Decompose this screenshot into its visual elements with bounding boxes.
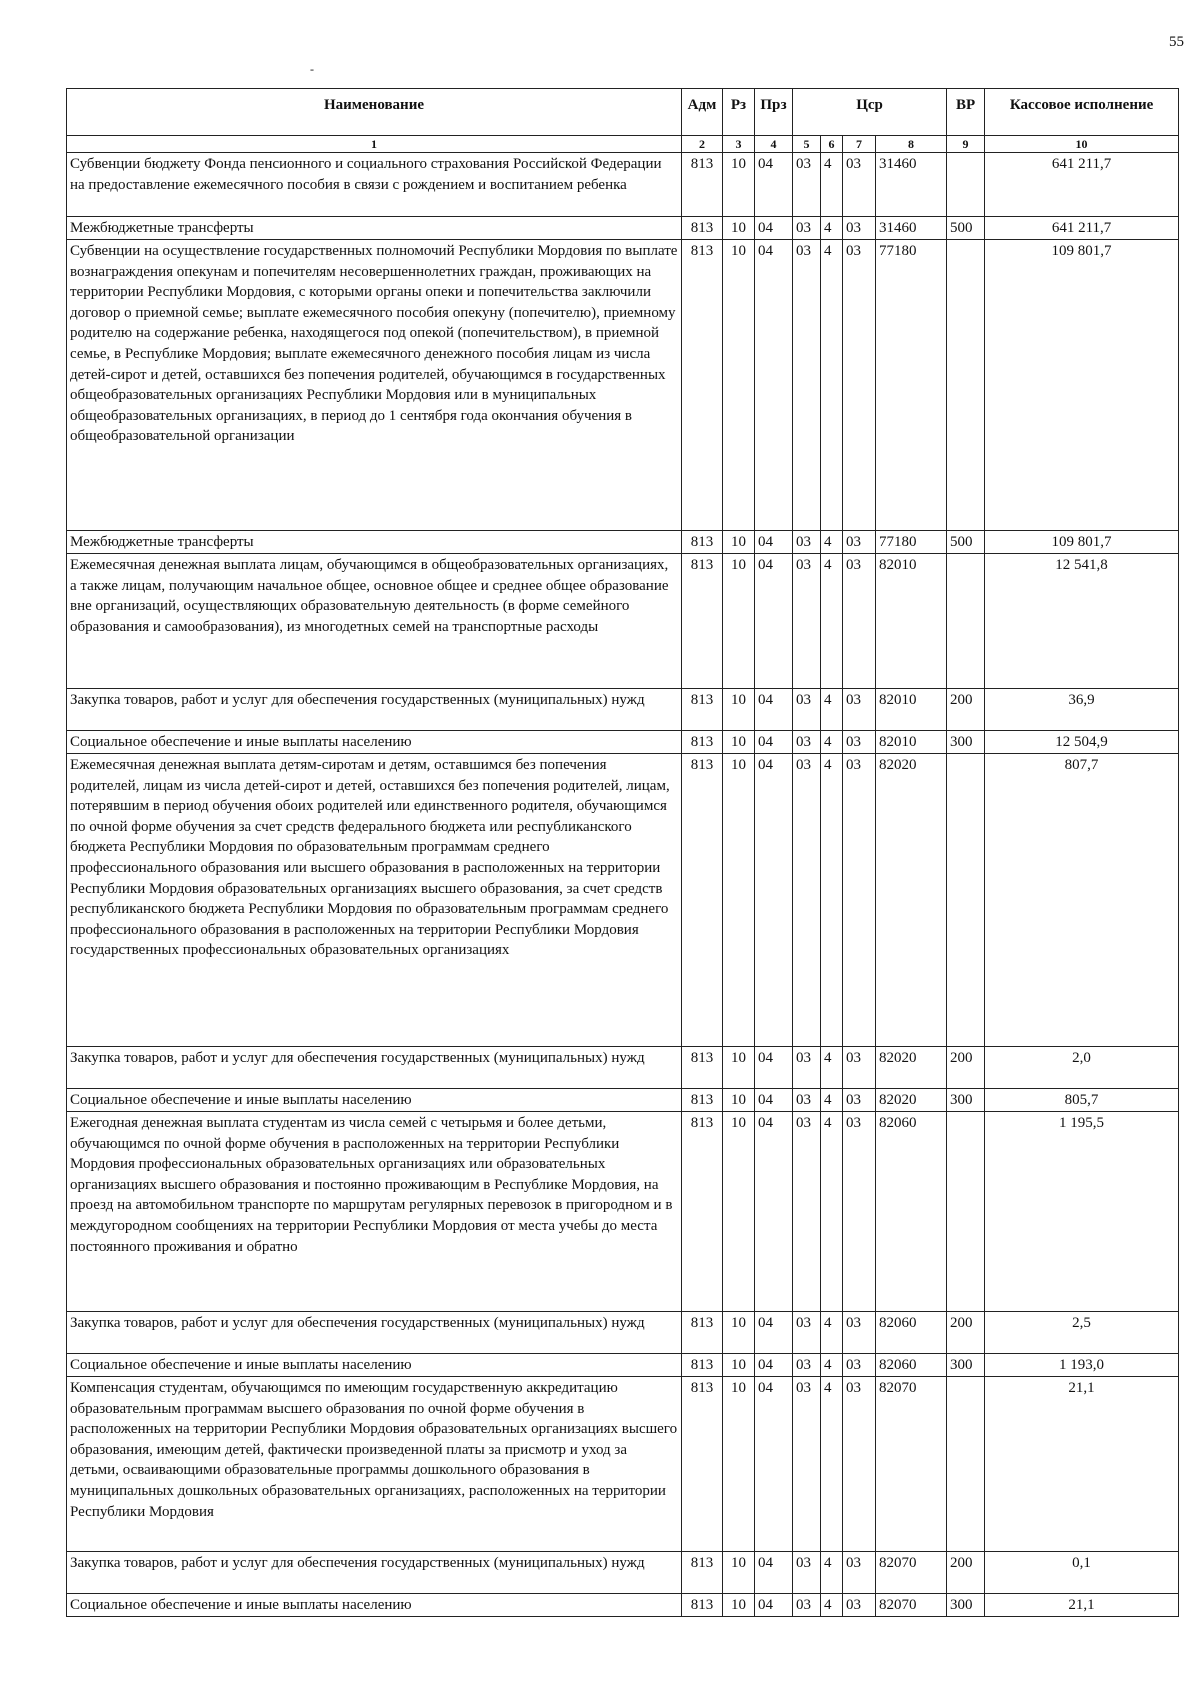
row-csr-program: 03: [793, 1354, 821, 1377]
row-amount: 1 193,0: [985, 1354, 1179, 1377]
budget-execution-table: [66, 88, 1179, 1617]
row-csr-subprogram: 03: [843, 240, 876, 531]
row-csr-type: 4: [821, 1047, 843, 1089]
row-csr-program: 03: [793, 531, 821, 554]
row-csr-program: 03: [793, 240, 821, 531]
row-csr-type: 4: [821, 1112, 843, 1312]
row-csr-direction: 77180: [876, 240, 947, 531]
budget-table-container: [66, 88, 1178, 1672]
row-csr-type: 4: [821, 1312, 843, 1354]
table-row: [67, 1594, 1179, 1617]
row-csr-direction: 82020: [876, 1047, 947, 1089]
row-csr-direction: 31460: [876, 217, 947, 240]
row-name: Межбюджетные трансферты: [67, 531, 682, 554]
row-csr-direction: 82070: [876, 1594, 947, 1617]
row-csr-program: 03: [793, 153, 821, 217]
row-csr-program: 03: [793, 1594, 821, 1617]
row-csr-direction: 82060: [876, 1312, 947, 1354]
row-adm: 813: [682, 1354, 723, 1377]
row-csr-program: 03: [793, 731, 821, 754]
row-name: Закупка товаров, работ и услуг для обеспечения государственных (муниципальных) нужд: [67, 1552, 682, 1594]
table-row: [67, 1089, 1179, 1112]
row-prz: 04: [755, 1377, 793, 1552]
row-vr: 200: [947, 1312, 985, 1354]
row-csr-program: 03: [793, 1112, 821, 1312]
row-csr-program: 03: [793, 689, 821, 731]
row-prz: 04: [755, 1312, 793, 1354]
row-csr-program: 03: [793, 1377, 821, 1552]
row-adm: 813: [682, 1047, 723, 1089]
row-csr-type: 4: [821, 554, 843, 689]
row-name: Субвенции на осуществление государственных полномочий Республики Мордовия по выплате вознаграждения опекунам и попечителям несовершеннолетних граждан, проживающих на территории Республики Мордовия, с которыми органы опеки и попечительства заключили договор о приемной семье; выплате ежемесячного пособия опекуну (попечителю), приемному родителю на содержание ребенка, находящегося под опекой (попечительством), в приемной семье, в Республике Мордовия; выплате ежемесячного денежного пособия лицам из числа детей-сирот и детей, оставшихся без попечения родителей, обучающимся в государственных общеобразовательных организациях Республики Мордовия или в муниципальных общеобразовательных организациях, в период до 1 сентября года окончания обучения в общеобразовательной организации: [67, 240, 682, 531]
table-row: [67, 1312, 1179, 1354]
row-prz: 04: [755, 240, 793, 531]
row-adm: 813: [682, 531, 723, 554]
row-vr: [947, 240, 985, 531]
row-rz: 10: [723, 1552, 755, 1594]
row-amount: 805,7: [985, 1089, 1179, 1112]
header-csr: Цср: [793, 89, 947, 136]
row-rz: 10: [723, 1312, 755, 1354]
row-csr-direction: 82020: [876, 1089, 947, 1112]
column-number: 5: [793, 136, 821, 153]
table-row: [67, 1047, 1179, 1089]
row-csr-direction: 82010: [876, 731, 947, 754]
row-name: Социальное обеспечение и иные выплаты населению: [67, 731, 682, 754]
row-csr-type: 4: [821, 531, 843, 554]
row-name: Закупка товаров, работ и услуг для обеспечения государственных (муниципальных) нужд: [67, 1047, 682, 1089]
table-row: [67, 531, 1179, 554]
row-prz: 04: [755, 1354, 793, 1377]
row-name: Закупка товаров, работ и услуг для обеспечения государственных (муниципальных) нужд: [67, 689, 682, 731]
header-vr: ВР: [947, 89, 985, 136]
row-rz: 10: [723, 689, 755, 731]
row-csr-program: 03: [793, 1047, 821, 1089]
row-name: Ежегодная денежная выплата студентам из числа семей с четырьмя и более детьми, обучающимся по очной форме обучения в расположенных на территории Республики Мордовия профессиональных образовательных организациях или образовательных организациях высшего образования и постоянно проживающим в Республике Мордовия, на проезд на автомобильном транспорте по маршрутам регулярных перевозок в пригородном и в междугородном сообщениях на территории Республики Мордовия от места учебы до места постоянного проживания и обратно: [67, 1112, 682, 1312]
row-amount: 641 211,7: [985, 217, 1179, 240]
row-vr: 200: [947, 1047, 985, 1089]
column-number: 10: [985, 136, 1179, 153]
row-amount: 21,1: [985, 1594, 1179, 1617]
header-adm: Адм: [682, 89, 723, 136]
column-number: 1: [67, 136, 682, 153]
row-prz: 04: [755, 217, 793, 240]
row-csr-subprogram: 03: [843, 1354, 876, 1377]
row-csr-type: 4: [821, 731, 843, 754]
row-vr: 200: [947, 689, 985, 731]
table-row: [67, 689, 1179, 731]
row-adm: 813: [682, 1594, 723, 1617]
row-amount: 2,5: [985, 1312, 1179, 1354]
row-adm: 813: [682, 1312, 723, 1354]
row-prz: 04: [755, 531, 793, 554]
row-vr: [947, 153, 985, 217]
row-rz: 10: [723, 217, 755, 240]
row-csr-subprogram: 03: [843, 554, 876, 689]
row-rz: 10: [723, 754, 755, 1047]
header-row: [67, 89, 1179, 136]
table-row: [67, 554, 1179, 689]
table-row: [67, 153, 1179, 217]
row-csr-direction: 82060: [876, 1354, 947, 1377]
row-csr-subprogram: 03: [843, 217, 876, 240]
row-prz: 04: [755, 153, 793, 217]
table-row: [67, 1552, 1179, 1594]
row-prz: 04: [755, 1089, 793, 1112]
row-amount: 641 211,7: [985, 153, 1179, 217]
header-rz: Рз: [723, 89, 755, 136]
row-csr-direction: 82010: [876, 554, 947, 689]
row-vr: 200: [947, 1552, 985, 1594]
row-prz: 04: [755, 754, 793, 1047]
row-rz: 10: [723, 1594, 755, 1617]
row-csr-type: 4: [821, 689, 843, 731]
table-row: [67, 1377, 1179, 1552]
row-name: Социальное обеспечение и иные выплаты населению: [67, 1594, 682, 1617]
row-vr: 300: [947, 1354, 985, 1377]
stray-mark: -: [310, 62, 314, 76]
row-adm: 813: [682, 554, 723, 689]
row-name: Компенсация студентам, обучающимся по имеющим государственную аккредитацию образовательным программам высшего образования по очной форме обучения в расположенных на территории Республики Мордовия образовательных организациях высшего образования, имеющим детей, фактически произведенной платы за присмотр и уход за детьми, осваивающими образовательные программы дошкольного образования в муниципальных дошкольных образовательных организациях, расположенных на территории Республики Мордовия: [67, 1377, 682, 1552]
row-csr-subprogram: 03: [843, 1089, 876, 1112]
row-csr-type: 4: [821, 1594, 843, 1617]
row-rz: 10: [723, 554, 755, 689]
row-name: Межбюджетные трансферты: [67, 217, 682, 240]
row-amount: 36,9: [985, 689, 1179, 731]
row-amount: 21,1: [985, 1377, 1179, 1552]
row-csr-program: 03: [793, 217, 821, 240]
row-csr-program: 03: [793, 1552, 821, 1594]
row-rz: 10: [723, 1089, 755, 1112]
row-csr-type: 4: [821, 153, 843, 217]
row-csr-subprogram: 03: [843, 731, 876, 754]
row-amount: 109 801,7: [985, 531, 1179, 554]
row-rz: 10: [723, 1354, 755, 1377]
row-csr-direction: 82060: [876, 1112, 947, 1312]
row-csr-program: 03: [793, 1312, 821, 1354]
column-number: 6: [821, 136, 843, 153]
row-vr: [947, 754, 985, 1047]
row-amount: 12 541,8: [985, 554, 1179, 689]
row-csr-program: 03: [793, 1089, 821, 1112]
column-number: 2: [682, 136, 723, 153]
row-rz: 10: [723, 1377, 755, 1552]
row-amount: 2,0: [985, 1047, 1179, 1089]
row-csr-type: 4: [821, 754, 843, 1047]
table-row: [67, 240, 1179, 531]
header-prz: Прз: [755, 89, 793, 136]
row-csr-subprogram: 03: [843, 754, 876, 1047]
row-csr-type: 4: [821, 1089, 843, 1112]
row-rz: 10: [723, 731, 755, 754]
row-prz: 04: [755, 1552, 793, 1594]
table-row: [67, 1112, 1179, 1312]
row-rz: 10: [723, 1047, 755, 1089]
row-adm: 813: [682, 1552, 723, 1594]
row-csr-subprogram: 03: [843, 1377, 876, 1552]
row-csr-direction: 82020: [876, 754, 947, 1047]
row-vr: [947, 1112, 985, 1312]
row-amount: 1 195,5: [985, 1112, 1179, 1312]
row-csr-program: 03: [793, 754, 821, 1047]
row-csr-direction: 77180: [876, 531, 947, 554]
row-amount: 0,1: [985, 1552, 1179, 1594]
row-csr-type: 4: [821, 1354, 843, 1377]
row-prz: 04: [755, 1112, 793, 1312]
table-row: [67, 217, 1179, 240]
row-csr-subprogram: 03: [843, 689, 876, 731]
row-csr-direction: 82070: [876, 1377, 947, 1552]
column-number: 3: [723, 136, 755, 153]
row-csr-subprogram: 03: [843, 153, 876, 217]
row-vr: 500: [947, 217, 985, 240]
row-csr-direction: 82010: [876, 689, 947, 731]
row-prz: 04: [755, 554, 793, 689]
page-number: 55: [1169, 34, 1184, 50]
column-number: 8: [876, 136, 947, 153]
header-name: Наименование: [67, 89, 682, 136]
row-rz: 10: [723, 531, 755, 554]
row-vr: [947, 1377, 985, 1552]
column-number: 7: [843, 136, 876, 153]
row-adm: 813: [682, 689, 723, 731]
row-name: Субвенции бюджету Фонда пенсионного и социального страхования Российской Федерации на предоставление ежемесячного пособия в связи с рождением и воспитанием ребенка: [67, 153, 682, 217]
row-rz: 10: [723, 153, 755, 217]
row-rz: 10: [723, 240, 755, 531]
row-prz: 04: [755, 689, 793, 731]
row-name: Социальное обеспечение и иные выплаты населению: [67, 1089, 682, 1112]
row-adm: 813: [682, 1089, 723, 1112]
row-csr-program: 03: [793, 554, 821, 689]
row-adm: 813: [682, 153, 723, 217]
table-row: [67, 1354, 1179, 1377]
row-csr-subprogram: 03: [843, 1312, 876, 1354]
row-csr-subprogram: 03: [843, 1112, 876, 1312]
row-csr-subprogram: 03: [843, 1594, 876, 1617]
row-csr-direction: 31460: [876, 153, 947, 217]
row-adm: 813: [682, 731, 723, 754]
row-name: Ежемесячная денежная выплата лицам, обучающимся в общеобразовательных организациях, а также лицам, получающим начальное общее, основное общее и среднее общее образование вне организаций, осуществляющих образовательную деятельность (в форме семейного образования и самообразования), из многодетных семей на транспортные расходы: [67, 554, 682, 689]
row-name: Социальное обеспечение и иные выплаты населению: [67, 1354, 682, 1377]
row-csr-direction: 82070: [876, 1552, 947, 1594]
column-number-row: [67, 136, 1179, 153]
header-cash: Кассовое исполнение: [985, 89, 1179, 136]
row-vr: 300: [947, 1594, 985, 1617]
row-vr: 300: [947, 731, 985, 754]
row-vr: 300: [947, 1089, 985, 1112]
row-name: Закупка товаров, работ и услуг для обеспечения государственных (муниципальных) нужд: [67, 1312, 682, 1354]
row-adm: 813: [682, 754, 723, 1047]
row-rz: 10: [723, 1112, 755, 1312]
row-csr-type: 4: [821, 1377, 843, 1552]
row-adm: 813: [682, 217, 723, 240]
row-amount: 807,7: [985, 754, 1179, 1047]
table-row: [67, 731, 1179, 754]
row-prz: 04: [755, 1594, 793, 1617]
row-csr-subprogram: 03: [843, 531, 876, 554]
row-adm: 813: [682, 1377, 723, 1552]
row-vr: 500: [947, 531, 985, 554]
row-adm: 813: [682, 1112, 723, 1312]
table-row: [67, 754, 1179, 1047]
row-amount: 109 801,7: [985, 240, 1179, 531]
row-csr-subprogram: 03: [843, 1047, 876, 1089]
row-amount: 12 504,9: [985, 731, 1179, 754]
row-vr: [947, 554, 985, 689]
row-csr-type: 4: [821, 217, 843, 240]
row-name: Ежемесячная денежная выплата детям-сиротам и детям, оставшимся без попечения родителей, лицам из числа детей-сирот и детей, оставшихся без попечения родителей, лицам, потерявшим в период обучения обоих родителей или единственного родителя, обучающимся по очной форме обучения за счет средств федерального бюджета или республиканского бюджета Республики Мордовия по образовательным программам среднего профессионального образования или высшего образования в расположенных на территории Республики Мордовия образовательных организациях высшего образования, за счет средств республиканского бюджета Республики Мордовия по образовательным программам среднего профессионального образования в расположенных на территории Республики Мордовия государственных профессиональных образовательных организациях: [67, 754, 682, 1047]
row-prz: 04: [755, 731, 793, 754]
row-adm: 813: [682, 240, 723, 531]
row-csr-type: 4: [821, 240, 843, 531]
row-csr-subprogram: 03: [843, 1552, 876, 1594]
row-csr-type: 4: [821, 1552, 843, 1594]
column-number: 4: [755, 136, 793, 153]
row-prz: 04: [755, 1047, 793, 1089]
column-number: 9: [947, 136, 985, 153]
